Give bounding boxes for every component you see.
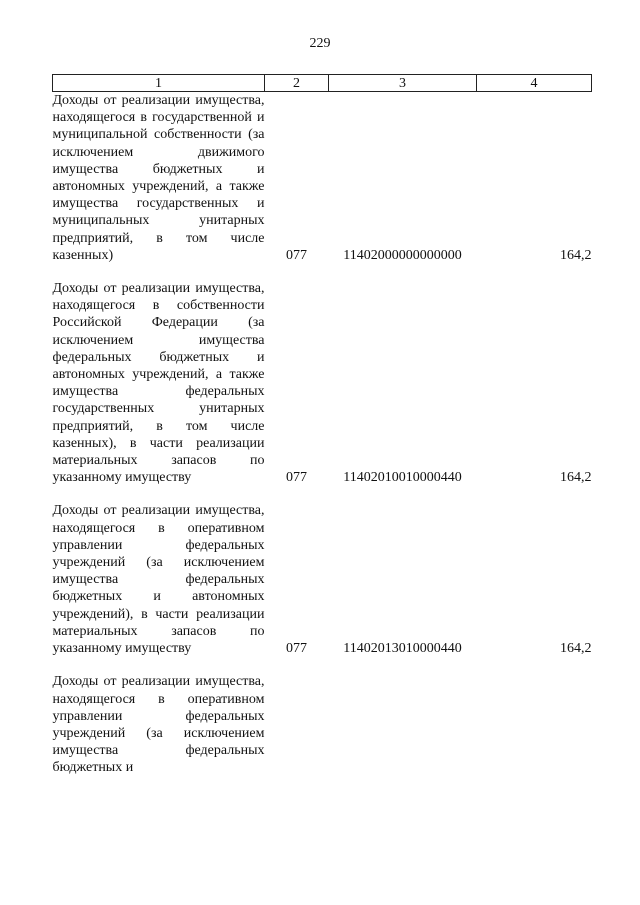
row-kbk-code: 11402013010000440 <box>343 641 462 657</box>
table-row <box>53 92 592 265</box>
row-description: Доходы от реализации имущества, находящегося в собственности Российской Федерации (за исключением имущества федеральных бюджетных и автономных учреждений, а также имущества федеральных государственных унитарных предприятий, в том числе казенных), в части реализации материальных запасов по указанному имуществу <box>52 281 265 486</box>
table-header <box>53 75 592 92</box>
row-kbk-code <box>329 657 477 776</box>
row-amount: 164,2 <box>560 641 592 657</box>
header-col-3: 3 <box>329 75 477 92</box>
header-col-1: 1 <box>53 75 265 92</box>
page-number: 229 <box>309 36 331 51</box>
table-row <box>53 657 592 776</box>
row-admin-code: 077 <box>286 641 307 657</box>
header-col-4: 4 <box>477 75 592 92</box>
row-amount <box>477 657 592 776</box>
table-row <box>53 486 592 657</box>
row-amount: 164,2 <box>560 470 592 486</box>
row-admin-code: 077 <box>286 247 307 263</box>
table-row <box>53 264 592 486</box>
row-description: Доходы от реализации имущества, находящегося в оперативном управлении федеральных учреждений (за исключением имущества федеральных бюджетных и <box>52 674 265 776</box>
row-description: Доходы от реализации имущества, находящегося в оперативном управлении федеральных учреждений (за исключением имущества федеральных бюджетных и автономных учреждений), в части реализации материальных запасов по указанному имуществу <box>52 503 265 657</box>
row-admin-code <box>265 657 329 776</box>
row-admin-code: 077 <box>286 470 307 486</box>
row-kbk-code: 11402000000000000 <box>343 247 462 263</box>
revenue-table <box>52 74 592 777</box>
row-amount: 164,2 <box>560 247 592 263</box>
row-kbk-code: 11402010010000440 <box>343 470 462 486</box>
row-description: Доходы от реализации имущества, находящегося в государственной и муниципальной собственности (за исключением движимого имущества бюджетных и автономных учреждений, а также имущества государственных и муниципальных унитарных предприятий, в том числе казенных) <box>52 93 265 263</box>
header-col-2: 2 <box>265 75 329 92</box>
